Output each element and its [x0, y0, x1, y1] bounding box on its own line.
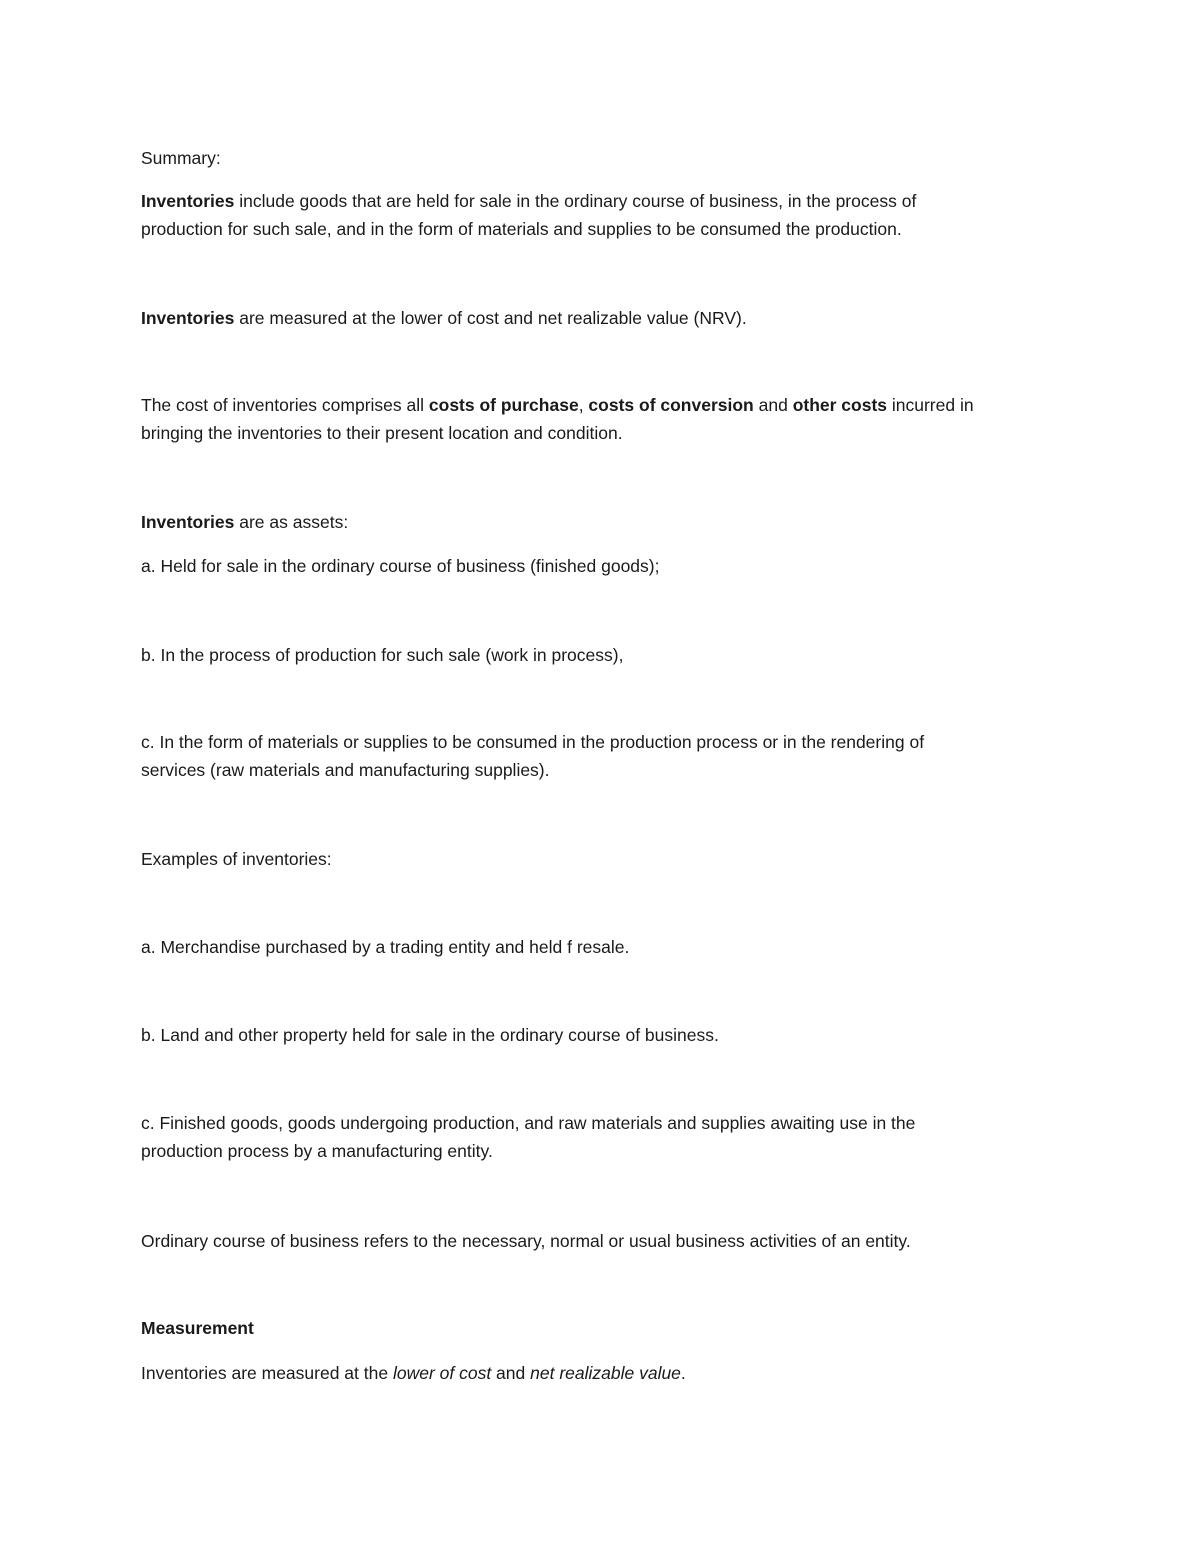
examples-heading-text: Examples of inventories:: [141, 849, 332, 869]
examples-item-b: [141, 1021, 1061, 1049]
inventories-term: Inventories: [141, 512, 235, 532]
inventories-definition-paragraph: [141, 187, 1061, 243]
other-costs-term: other costs: [792, 395, 888, 415]
measured-text: are measured at the lower of cost and net realizable value (NRV).: [234, 308, 747, 328]
cost-text-3: and: [753, 395, 793, 415]
measurement-heading-text: Measurement: [141, 1318, 254, 1338]
inventories-term: Inventories: [141, 191, 235, 211]
assets-item-a-text: a. Held for sale in the ordinary course of business (finished goods);: [141, 556, 660, 576]
definition-line-2: production for such sale, and in the form of materials and supplies to be consumed the production.: [141, 219, 902, 239]
summary-label-text: Summary:: [141, 148, 221, 168]
ordinary-course-text: Ordinary course of business refers to the necessary, normal or usual business activities of an entity.: [141, 1231, 911, 1251]
measurement-text-3: .: [680, 1363, 686, 1383]
definition-line-1: include goods that are held for sale in the ordinary course of business, in the process of: [234, 191, 917, 211]
examples-item-a-text: a. Merchandise purchased by a trading entity and held f resale.: [141, 937, 630, 957]
assets-item-c-line-1: c. In the form of materials or supplies to be consumed in the production process or in the rendering of: [141, 732, 925, 752]
measurement-text-2: and: [491, 1363, 531, 1383]
measured-paragraph: [141, 304, 1061, 332]
lower-of-cost-term: lower of cost: [392, 1363, 492, 1383]
assets-heading-text: are as assets:: [234, 512, 349, 532]
examples-item-c-line-1: c. Finished goods, goods undergoing production, and raw materials and supplies awaiting use in the: [141, 1113, 916, 1133]
cost-text-1: The cost of inventories comprises all: [141, 395, 429, 415]
assets-item-c-line-2: services (raw materials and manufacturing supplies).: [141, 760, 550, 780]
assets-item-c: [141, 728, 1061, 784]
cost-text-2: ,: [578, 395, 589, 415]
cost-line-2: bringing the inventories to their present location and condition.: [141, 423, 623, 443]
cost-paragraph: [141, 391, 1061, 447]
examples-item-c-line-2: production process by a manufacturing entity.: [141, 1141, 493, 1161]
examples-item-a: [141, 933, 1061, 961]
assets-item-b: [141, 641, 1061, 669]
measurement-text-1: Inventories are measured at the: [141, 1363, 393, 1383]
assets-item-b-text: b. In the process of production for such sale (work in process),: [141, 645, 624, 665]
examples-item-b-text: b. Land and other property held for sale in the ordinary course of business.: [141, 1025, 719, 1045]
costs-of-purchase-term: costs of purchase: [428, 395, 579, 415]
measurement-heading: [141, 1314, 1061, 1342]
measurement-paragraph: [141, 1359, 1061, 1387]
summary-label: [141, 144, 1061, 172]
examples-item-c: [141, 1109, 1061, 1165]
assets-item-a: [141, 552, 1061, 580]
inventories-term: Inventories: [141, 308, 235, 328]
examples-heading: [141, 845, 1061, 873]
assets-heading: [141, 508, 1061, 536]
cost-text-4: incurred in: [887, 395, 974, 415]
costs-of-conversion-term: costs of conversion: [588, 395, 754, 415]
ordinary-course-paragraph: [141, 1227, 1061, 1255]
net-realizable-value-term: net realizable value: [530, 1363, 681, 1383]
